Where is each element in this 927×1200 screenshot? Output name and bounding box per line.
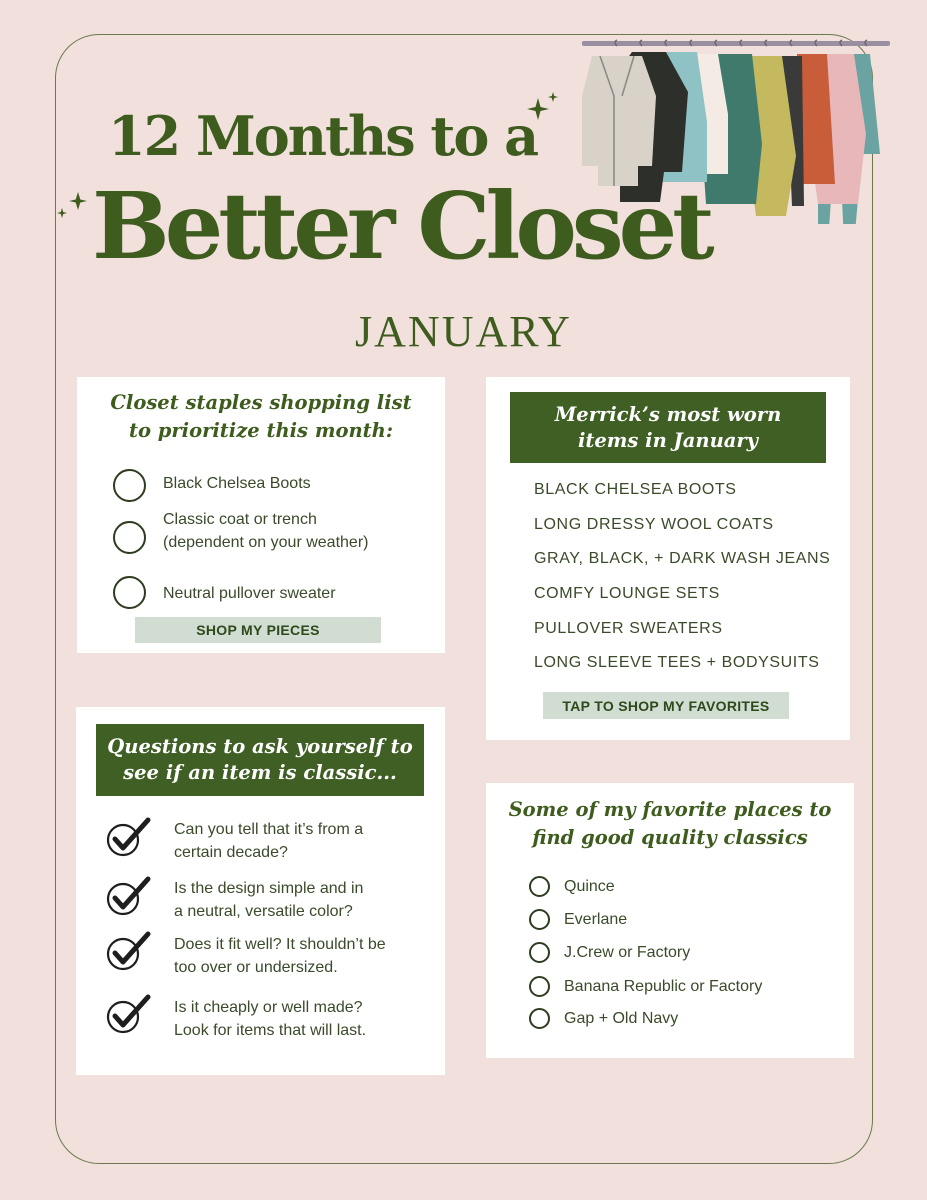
checkbox-icon[interactable] <box>113 576 146 609</box>
staples-card <box>77 377 445 653</box>
shop-favorites-button[interactable]: TAP TO SHOP MY FAVORITES <box>543 692 789 719</box>
page-title-line2: Better Closet <box>92 172 710 280</box>
question-item-line: Is the design simple and in <box>174 880 364 897</box>
most-worn-item: COMFY LOUNGE SETS <box>534 585 720 602</box>
places-heading-line2: find good quality classics <box>532 826 808 849</box>
places-heading <box>486 796 854 852</box>
staples-heading <box>77 389 445 445</box>
checkmark-icon[interactable] <box>106 931 152 973</box>
most-worn-item: LONG SLEEVE TEES + BODYSUITS <box>534 654 820 671</box>
checkbox-icon[interactable] <box>529 876 550 897</box>
question-item-line: Look for items that will last. <box>174 1022 367 1039</box>
most-worn-item: LONG DRESSY WOOL COATS <box>534 516 774 533</box>
places-item: Banana Republic or Factory <box>564 978 763 995</box>
checkbox-icon[interactable] <box>113 521 146 554</box>
most-worn-heading-line1: Merrick’s most worn <box>554 402 782 426</box>
questions-banner <box>96 724 424 796</box>
questions-card <box>76 707 445 1075</box>
question-item-line: Can you tell that it’s from a <box>174 821 364 838</box>
places-item: Quince <box>564 878 615 895</box>
staples-item-line: Black Chelsea Boots <box>163 475 311 492</box>
question-item <box>174 933 386 979</box>
shop-my-pieces-button[interactable]: SHOP MY PIECES <box>135 617 381 643</box>
checkmark-icon[interactable] <box>106 817 152 859</box>
staples-item <box>163 508 368 554</box>
staples-heading-line2: to prioritize this month: <box>128 419 394 442</box>
places-item: Everlane <box>564 911 628 928</box>
staples-item <box>163 582 336 605</box>
staples-item-line: (dependent on your weather) <box>163 534 369 551</box>
checkbox-icon[interactable] <box>529 942 550 963</box>
most-worn-item: GRAY, BLACK, + DARK WASH JEANS <box>534 550 831 567</box>
question-item <box>174 996 366 1042</box>
checkbox-icon[interactable] <box>113 469 146 502</box>
question-item-line: certain decade? <box>174 844 288 861</box>
question-item-line: a neutral, versatile color? <box>174 903 353 920</box>
checkbox-icon[interactable] <box>529 976 550 997</box>
most-worn-heading-line2: items in January <box>577 428 759 452</box>
question-item <box>174 818 363 864</box>
places-item: Gap + Old Navy <box>564 1010 679 1027</box>
most-worn-item: BLACK CHELSEA BOOTS <box>534 481 737 498</box>
question-item-line: Is it cheaply or well made? <box>174 999 363 1016</box>
most-worn-card <box>486 377 850 740</box>
question-item <box>174 877 363 923</box>
questions-heading-line2: see if an item is classic... <box>123 761 397 784</box>
staples-heading-line1: Closet staples shopping list <box>110 391 412 414</box>
checkbox-icon[interactable] <box>529 909 550 930</box>
checkmark-icon[interactable] <box>106 876 152 918</box>
sparkle-icon <box>54 190 94 230</box>
question-item-line: Does it fit well? It shouldn’t be <box>174 936 386 953</box>
staples-item <box>163 472 311 495</box>
page-title-line1: 12 Months to a <box>108 104 538 168</box>
month-heading: JANUARY <box>355 307 572 356</box>
most-worn-banner <box>510 392 826 463</box>
checkbox-icon[interactable] <box>529 1008 550 1029</box>
places-card <box>486 783 854 1058</box>
most-worn-item: PULLOVER SWEATERS <box>534 620 723 637</box>
places-heading-line1: Some of my favorite places to <box>508 798 832 821</box>
staples-item-line: Neutral pullover sweater <box>163 585 336 602</box>
question-item-line: too over or undersized. <box>174 959 338 976</box>
checkmark-icon[interactable] <box>106 994 152 1036</box>
staples-item-line: Classic coat or trench <box>163 511 317 528</box>
questions-heading-line1: Questions to ask yourself to <box>107 735 413 758</box>
places-item: J.Crew or Factory <box>564 944 691 961</box>
